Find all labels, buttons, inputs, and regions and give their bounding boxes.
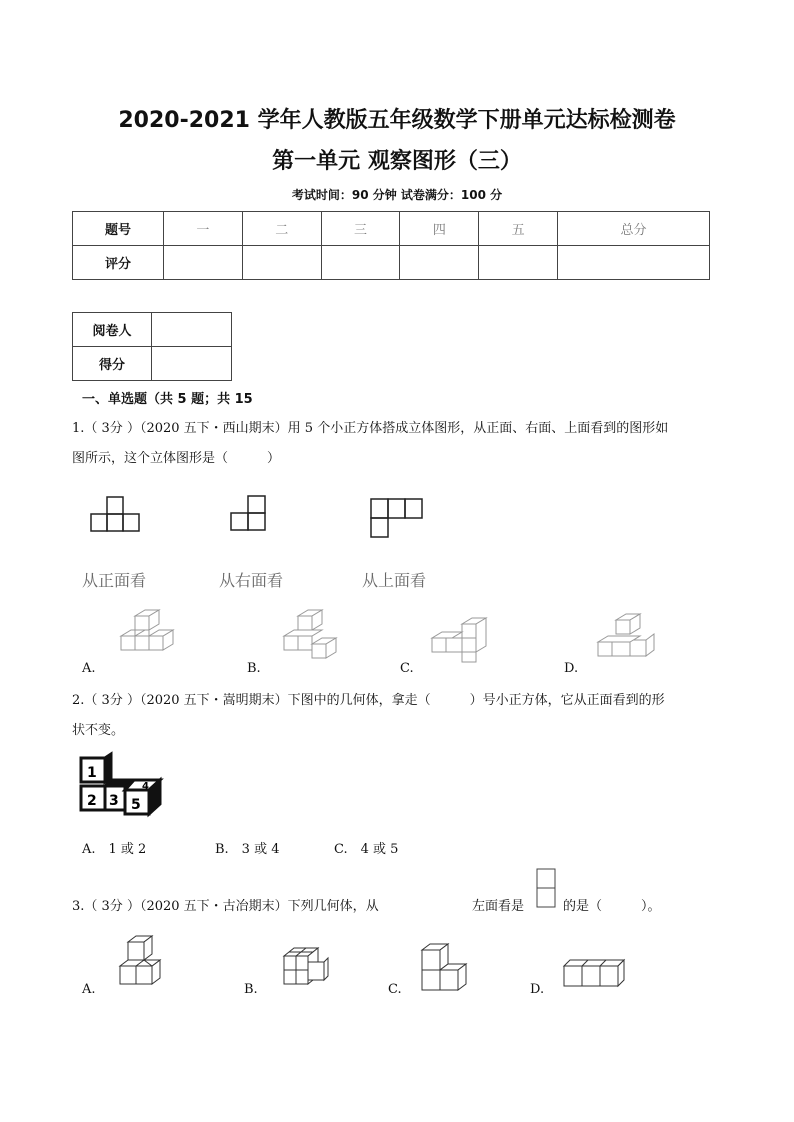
top-view-figure bbox=[370, 498, 430, 540]
right-view-figure bbox=[230, 492, 270, 536]
grader-table bbox=[72, 312, 232, 381]
q2-option-b[interactable]: B. 3 或 4 bbox=[215, 842, 280, 857]
score-column-4: 四 bbox=[400, 212, 479, 246]
document-title: 2020-2021 学年人教版五年级数学下册单元达标检测卷 bbox=[118, 108, 676, 133]
q3-option-d-figure bbox=[560, 958, 632, 990]
q3-option-c[interactable]: C. bbox=[388, 982, 402, 997]
q1-option-c[interactable]: C. bbox=[400, 661, 414, 676]
question-3-part-3: 的是（ ）。 bbox=[563, 899, 661, 914]
front-view-figure bbox=[90, 496, 150, 536]
exam-info: 考试时间：90 分钟 试卷满分：100 分 bbox=[291, 188, 503, 202]
q2-numbered-cubes-figure bbox=[78, 754, 170, 818]
question-3-part-1: 3.（ 3分 ）（2020 五下・古冶期末）下列几何体，从 bbox=[72, 899, 379, 914]
document-subtitle: 第一单元 观察图形（三） bbox=[272, 149, 522, 174]
score-table-score-label: 评分 bbox=[73, 246, 164, 280]
q3-option-a-figure bbox=[116, 936, 176, 992]
grader-cell[interactable] bbox=[152, 313, 232, 347]
score-cell[interactable] bbox=[164, 246, 243, 280]
cube-label-5: 5 bbox=[131, 797, 141, 813]
q2-option-c[interactable]: C. 4 或 5 bbox=[334, 842, 399, 857]
q1-option-a[interactable]: A. bbox=[82, 661, 96, 676]
question-1-line-1: 1.（ 3分 ）（2020 五下・西山期末）用 5 个小正方体搭成立体图形，从正面、右面、上面看到的图形如 bbox=[72, 421, 669, 436]
question-2-line-2: 状不变。 bbox=[72, 723, 125, 738]
q3-option-b[interactable]: B. bbox=[244, 982, 258, 997]
q1-option-b-figure bbox=[280, 608, 350, 664]
q1-option-a-figure bbox=[115, 608, 185, 664]
top-view-label: 从上面看 bbox=[362, 571, 427, 590]
q1-option-b[interactable]: B. bbox=[247, 661, 261, 676]
score-table bbox=[72, 211, 710, 280]
cube-label-2: 2 bbox=[87, 793, 97, 809]
q1-option-d[interactable]: D. bbox=[564, 661, 579, 676]
score-column-3: 三 bbox=[321, 212, 400, 246]
points-label: 得分 bbox=[73, 347, 152, 381]
question-1-line-2: 图所示，这个立体图形是（ ） bbox=[72, 451, 281, 466]
score-column-total: 总分 bbox=[558, 212, 710, 246]
score-column-2: 二 bbox=[242, 212, 321, 246]
q1-option-d-figure bbox=[594, 612, 664, 668]
cube-label-1: 1 bbox=[87, 765, 97, 781]
score-cell[interactable] bbox=[242, 246, 321, 280]
question-3-part-2: 左面看是 bbox=[472, 899, 525, 914]
right-view-label: 从右面看 bbox=[219, 571, 284, 590]
score-cell[interactable] bbox=[558, 246, 710, 280]
score-table-score-row bbox=[73, 246, 710, 280]
q3-option-d[interactable]: D. bbox=[530, 982, 545, 997]
q3-option-b-figure bbox=[278, 944, 338, 992]
grader-label: 阅卷人 bbox=[73, 313, 152, 347]
q1-option-c-figure bbox=[428, 614, 498, 670]
score-column-5: 五 bbox=[479, 212, 558, 246]
score-table-header-label: 题号 bbox=[73, 212, 164, 246]
score-cell[interactable] bbox=[400, 246, 479, 280]
score-cell[interactable] bbox=[479, 246, 558, 280]
front-view-label: 从正面看 bbox=[82, 571, 147, 590]
question-2-line-1: 2.（ 3分 ）（2020 五下・嵩明期末）下图中的几何体，拿走（ ）号小正方体，它从正面看到的形 bbox=[72, 693, 665, 708]
q3-option-c-figure bbox=[418, 942, 478, 994]
score-cell[interactable] bbox=[321, 246, 400, 280]
q2-option-a[interactable]: A. 1 或 2 bbox=[82, 842, 147, 857]
left-view-figure bbox=[536, 868, 558, 910]
score-table-header-row bbox=[73, 212, 710, 246]
q3-option-a[interactable]: A. bbox=[82, 982, 96, 997]
cube-label-4: 4 bbox=[142, 781, 149, 792]
score-column-1: 一 bbox=[164, 212, 243, 246]
points-cell[interactable] bbox=[152, 347, 232, 381]
section-heading: 一、单选题（共 5 题；共 15 bbox=[82, 392, 253, 407]
cube-label-3: 3 bbox=[109, 793, 119, 809]
